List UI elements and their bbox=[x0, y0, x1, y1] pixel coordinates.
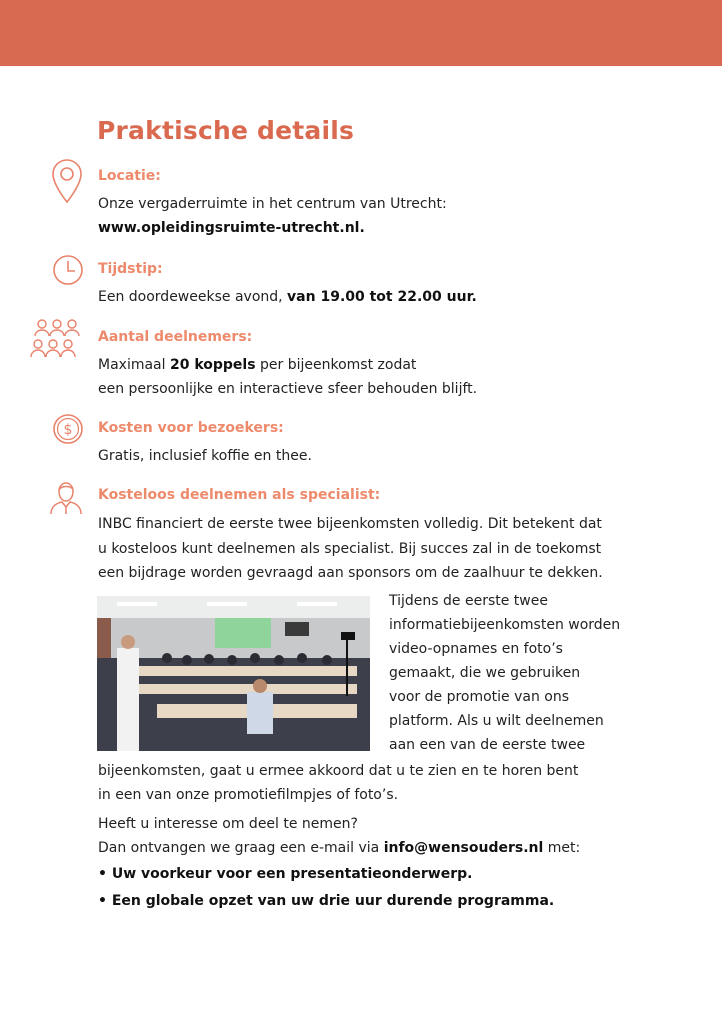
header-bar bbox=[0, 0, 722, 66]
page-title: Praktische details bbox=[97, 116, 355, 145]
bottom-text-1: bijeenkomsten, gaat u ermee akkoord dat u te zien en te horen bent bbox=[98, 763, 579, 779]
side-text-3: video-opnames en foto’s bbox=[389, 641, 563, 657]
specialist-heading: Kosteloos deelnemen als specialist: bbox=[98, 487, 381, 503]
locatie-url-link[interactable]: www.opleidingsruimte-utrecht.nl. bbox=[98, 220, 365, 236]
locatie-heading: Locatie: bbox=[98, 168, 161, 184]
specialist-text-1: INBC financiert de eerste twee bijeenkomsten volledig. Dit betekent dat bbox=[98, 516, 602, 532]
event-photo bbox=[97, 596, 370, 751]
specialist-text-2: u kosteloos kunt deelnemen als specialist. Bij succes zal in de toekomst bbox=[98, 541, 602, 557]
deelnemers-text: Maximaal 20 koppels per bijeenkomst zodat bbox=[98, 357, 417, 373]
side-text-7: aan een van de eerste twee bbox=[389, 737, 586, 753]
bottom-text-2: in een van onze promotiefilmpjes of foto’s. bbox=[98, 787, 399, 803]
bullet-item-1: • Uw voorkeur voor een presentatieonderwerp. bbox=[98, 866, 473, 882]
location-pin-icon bbox=[50, 158, 84, 204]
side-text-1: Tijdens de eerste twee bbox=[389, 593, 548, 609]
svg-text:$: $ bbox=[63, 422, 73, 438]
specialist-text-3: een bijdrage worden gevraagd aan sponsors om de zaalhuur te dekken. bbox=[98, 565, 603, 581]
locatie-text: Onze vergaderruimte in het centrum van Utrecht: bbox=[98, 196, 447, 212]
deelnemers-text-2: een persoonlijke en interactieve sfeer behouden blijft. bbox=[98, 381, 478, 397]
email-link[interactable]: info@wensouders.nl bbox=[383, 840, 544, 856]
side-text-6: platform. Als u wilt deelnemen bbox=[389, 713, 604, 729]
kosten-text: Gratis, inclusief koffie en thee. bbox=[98, 448, 312, 464]
contact-question: Heeft u interesse om deel te nemen? bbox=[98, 816, 358, 832]
side-text-4: gemaakt, die we gebruiken bbox=[389, 665, 581, 681]
dollar-coin-icon bbox=[52, 413, 84, 445]
side-text-2: informatiebijeenkomsten worden bbox=[389, 617, 621, 633]
clock-icon bbox=[52, 254, 84, 286]
contact-email-text: Dan ontvangen we graag een e-mail via info@wensouders.nl met: bbox=[98, 840, 581, 856]
kosten-heading: Kosten voor bezoekers: bbox=[98, 420, 284, 436]
person-icon bbox=[48, 479, 84, 515]
group-people-icon bbox=[30, 318, 84, 360]
tijdstip-text: Een doordeweekse avond, van 19.00 tot 22.00 uur. bbox=[98, 289, 477, 305]
deelnemers-heading: Aantal deelnemers: bbox=[98, 329, 253, 345]
side-text-5: voor de promotie van ons bbox=[389, 689, 570, 705]
tijdstip-heading: Tijdstip: bbox=[98, 261, 163, 277]
bullet-item-2: • Een globale opzet van uw drie uur durende programma. bbox=[98, 893, 555, 909]
